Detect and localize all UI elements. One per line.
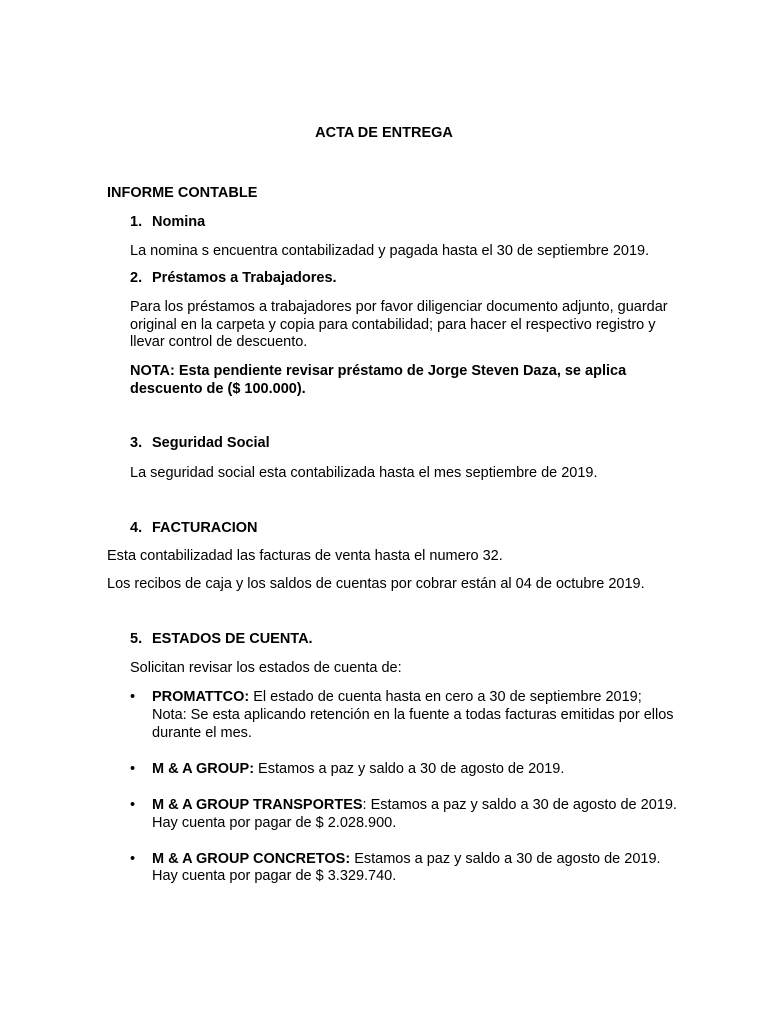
bullet-line: durante el mes. [152, 725, 252, 741]
prestamos-text-line2: original en la carpeta y copia para contabilidad; para hacer el respectivo registro y [130, 317, 656, 333]
bullet-company-name: PROMATTCO: [152, 689, 250, 705]
item-heading-text: Seguridad Social [152, 435, 270, 451]
bullet-company-name: M & A GROUP: [152, 761, 255, 777]
bullet-text: El estado de cuenta hasta en cero a 30 de septiembre 2019; [249, 689, 642, 705]
prestamos-text-line1: Para los préstamos a trabajadores por favor diligenciar documento adjunto, guardar [130, 299, 668, 315]
estados-intro: Solicitan revisar los estados de cuenta de: [130, 660, 402, 676]
bullet-text: : Estamos a paz y saldo a 30 de agosto de 2019. [362, 797, 677, 813]
item-number: 1. [130, 214, 143, 230]
seguridad-text: La seguridad social esta contabilizada hasta el mes septiembre de 2019. [130, 465, 598, 481]
bullet-line [152, 688, 642, 706]
bullet-company-name: M & A GROUP CONCRETOS: [152, 851, 351, 867]
bullet-line: Nota: Se esta aplicando retención en la fuente a todas facturas emitidas por ellos [152, 707, 674, 723]
item-number: 4. [130, 520, 143, 536]
section-heading: INFORME CONTABLE [107, 185, 258, 201]
facturacion-text-2: Los recibos de caja y los saldos de cuentas por cobrar están al 04 de octubre 2019. [107, 576, 645, 592]
item-heading-seguridad [130, 434, 270, 452]
bullet-point: • [130, 851, 136, 867]
item-heading-prestamos [130, 269, 337, 287]
item-heading-estados [130, 630, 313, 648]
bullet-point: • [130, 761, 136, 777]
bullet-point: • [130, 797, 136, 813]
bullet-point: • [130, 689, 136, 705]
prestamos-note-line2: descuento de ($ 100.000). [130, 381, 306, 397]
bullet-line [152, 796, 677, 814]
nomina-text: La nomina s encuentra contabilizadad y pagada hasta el 30 de septiembre 2019. [130, 243, 650, 259]
item-number: 5. [130, 631, 143, 647]
item-heading-text: Nomina [152, 214, 206, 230]
item-heading-nomina [130, 213, 205, 231]
item-heading-text: FACTURACION [152, 520, 258, 536]
bullet-line: Hay cuenta por pagar de $ 2.028.900. [152, 815, 397, 831]
bullet-text: Estamos a paz y saldo a 30 de agosto de 2019. [254, 761, 565, 777]
bullet-line: Hay cuenta por pagar de $ 3.329.740. [152, 868, 397, 884]
document-title: ACTA DE ENTREGA [315, 125, 453, 141]
prestamos-text-line3: llevar control de descuento. [130, 334, 308, 350]
item-heading-text: ESTADOS DE CUENTA. [152, 631, 313, 647]
bullet-company-name: M & A GROUP TRANSPORTES [152, 797, 363, 813]
bullet-line [152, 850, 661, 868]
item-number: 3. [130, 435, 143, 451]
bullet-line [152, 760, 564, 778]
item-number: 2. [130, 270, 143, 286]
bullet-text: Estamos a paz y saldo a 30 de agosto de 2019. [350, 851, 661, 867]
item-heading-facturacion [130, 519, 258, 537]
facturacion-text-1: Esta contabilizadad las facturas de venta hasta el numero 32. [107, 548, 503, 564]
item-heading-text: Préstamos a Trabajadores. [152, 270, 337, 286]
prestamos-note-line1: NOTA: Esta pendiente revisar préstamo de Jorge Steven Daza, se aplica [130, 363, 627, 379]
